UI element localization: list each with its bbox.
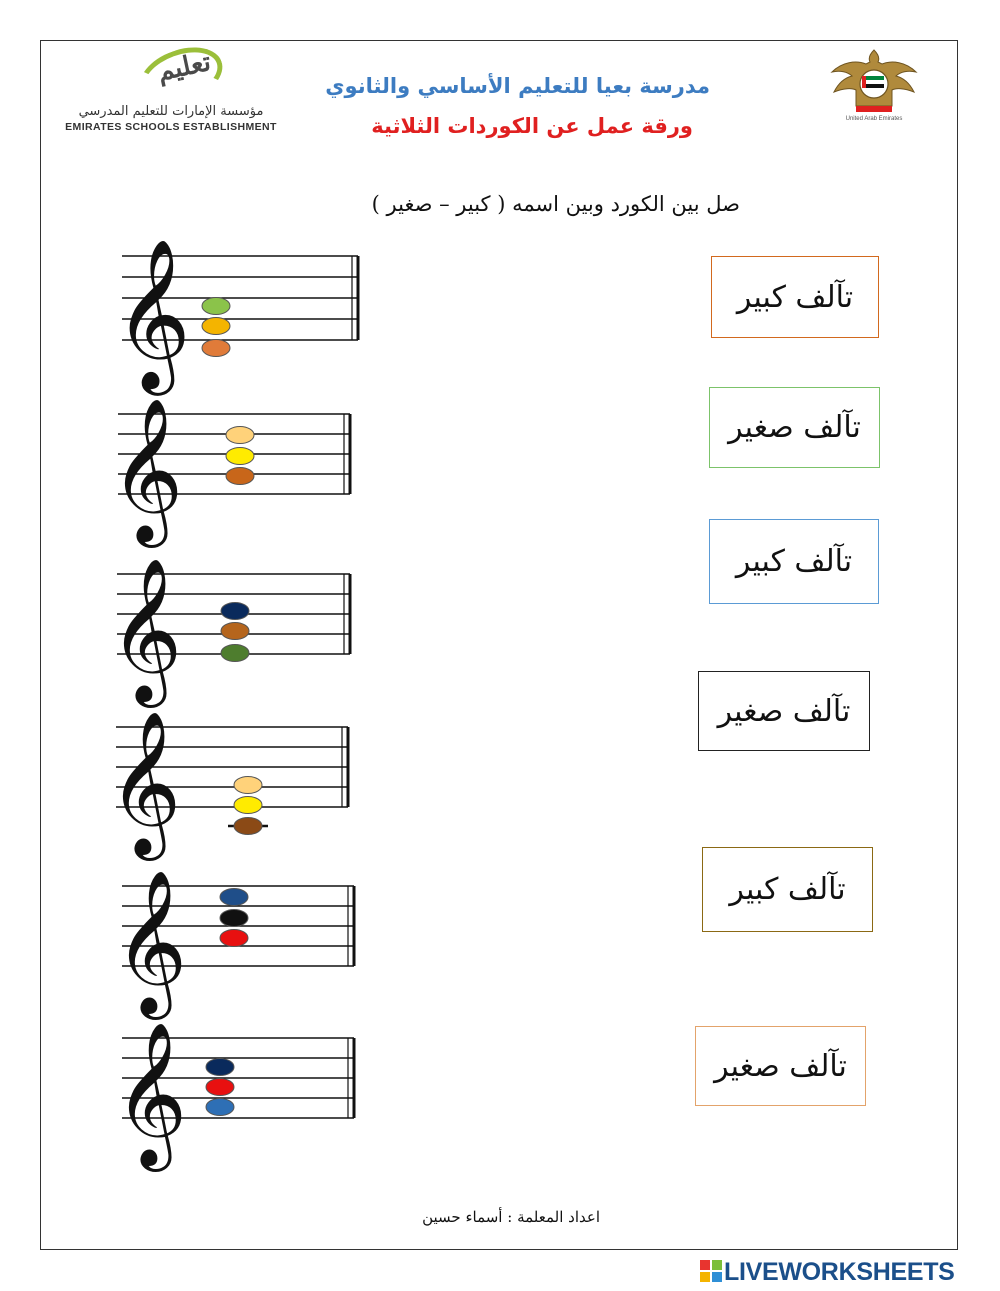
answer-box-1[interactable] (711, 256, 879, 338)
emblem-caption: United Arab Emirates (845, 116, 903, 122)
treble-clef-icon: 𝄞 (108, 711, 182, 855)
answer-label: تآلف صغير (717, 693, 851, 729)
teacher-credit: اعداد المعلمة : أسماء حسين (422, 1208, 600, 1226)
sheet-title: ورقة عمل عن الكوردات الثلاثية (371, 114, 693, 138)
answer-label: تآلف صغير (728, 410, 861, 445)
instruction-text: صل بين الكورد وبين اسمه ( كبير – صغير ) (371, 192, 740, 216)
uae-emblem (826, 46, 922, 128)
treble-clef-icon: 𝄞 (109, 558, 183, 702)
org-name-english: EMIRATES SCHOOLS ESTABLISHMENT (65, 121, 277, 133)
answer-label: تآلف كبير (736, 279, 854, 315)
answer-box-6[interactable] (695, 1026, 866, 1106)
answer-label: تآلف صغير (714, 1048, 847, 1084)
answer-label: تآلف كبير (735, 544, 853, 579)
liveworksheets-logo-icon (700, 1260, 722, 1282)
treble-clef-icon: 𝄞 (114, 1022, 188, 1166)
ese-logo (46, 46, 296, 136)
answer-label: تآلف كبير (729, 872, 846, 907)
org-name-arabic: مؤسسة الإمارات للتعليم المدرسي (78, 104, 264, 119)
answer-box-3[interactable] (709, 519, 879, 604)
treble-clef-icon: 𝄞 (110, 398, 184, 542)
school-name: مدرسة بعيا للتعليم الأساسي والثانوي (325, 74, 710, 98)
logo-brand-text: تعليم (154, 46, 214, 88)
liveworksheets-watermark (700, 1258, 996, 1286)
treble-clef-icon: 𝄞 (114, 237, 191, 389)
answer-box-2[interactable] (709, 387, 880, 468)
falcon-emblem-icon (826, 46, 922, 116)
answer-box-4[interactable] (698, 671, 870, 751)
watermark-text: LIVEWORKSHEETS (724, 1258, 955, 1286)
treble-clef-icon: 𝄞 (114, 870, 188, 1014)
answer-box-5[interactable] (702, 847, 873, 932)
